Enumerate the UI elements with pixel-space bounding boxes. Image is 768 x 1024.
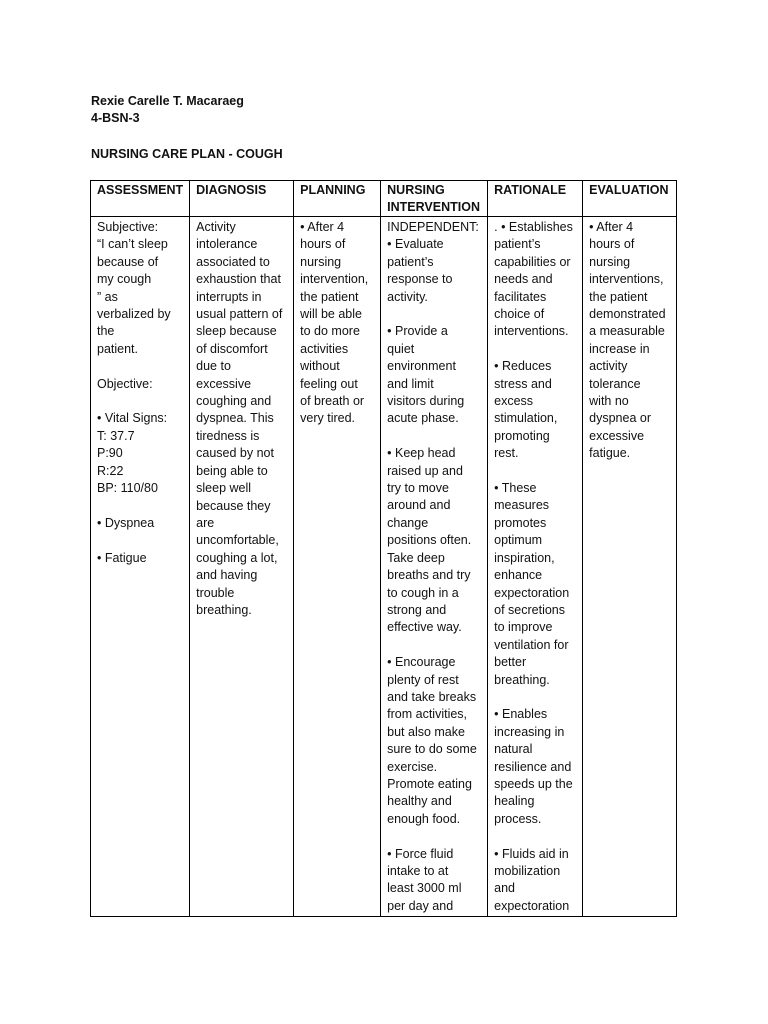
cell-line: tolerance [589, 376, 641, 391]
header-assessment: ASSESSMENT [91, 181, 190, 217]
blank-line [97, 358, 183, 375]
cell-line: interventions, [589, 272, 664, 287]
cell-line: needs and [494, 272, 553, 287]
cell-line: the patient [300, 289, 359, 304]
cell-line: • After 4 [589, 220, 634, 234]
cell-line: increasing in [494, 724, 565, 739]
cell-line: trouble [196, 585, 235, 600]
cell-line: from activities, [387, 707, 468, 722]
cell-line: least 3000 ml [387, 881, 462, 896]
cell-line: coughing and [196, 394, 272, 409]
cell-line: exercise. [387, 759, 438, 774]
cell-line: promotes [494, 515, 547, 530]
care-plan-title: NURSING CARE PLAN - COUGH [91, 147, 283, 161]
cell-line: INDEPENDENT: [387, 220, 479, 234]
cell-line: sleep well [196, 481, 252, 496]
cell-line: are [196, 515, 215, 530]
cell-line: coughing a lot, [196, 550, 278, 565]
cell-line: increase in [589, 341, 650, 356]
evaluation-cell [583, 217, 677, 917]
cell-line: speeds up the [494, 776, 573, 791]
cell-line: • Dyspnea [97, 515, 155, 530]
cell-line: to improve [494, 620, 553, 635]
cell-line: quiet [387, 341, 415, 356]
cell-line: verbalized by [97, 307, 171, 322]
blank-line [97, 393, 183, 410]
cell-line: response to [387, 272, 453, 287]
cell-line: Subjective: [97, 220, 159, 234]
cell-line: mobilization [494, 863, 561, 878]
cell-line: nursing [589, 254, 631, 269]
cell-line: very tired. [300, 411, 356, 426]
cell-line: excessive [589, 428, 645, 443]
planning-cell [294, 217, 381, 917]
blank-line [387, 428, 481, 445]
cell-line: to do more [300, 324, 360, 339]
cell-line: • These [494, 481, 537, 496]
cell-line: feeling out [300, 376, 358, 391]
cell-line: dyspnea or [589, 411, 651, 426]
cell-line: interventions. [494, 324, 569, 339]
cell-line: • Provide a [387, 324, 448, 339]
cell-line: a measurable [589, 324, 665, 339]
cell-line: optimum [494, 533, 543, 548]
cell-line: sure to do some [387, 742, 477, 757]
blank-line [494, 341, 576, 358]
cell-line: caused by not [196, 446, 274, 461]
cell-line: and take breaks [387, 689, 477, 704]
student-name: Rexie Carelle T. Macaraeg [91, 94, 244, 108]
cell-line: capabilities or [494, 254, 571, 269]
cell-line: excess [494, 394, 534, 409]
cell-line: • Keep head [387, 446, 456, 461]
cell-line: rest. [494, 446, 519, 461]
blank-line [97, 532, 183, 549]
header-nursing-intervention: NURSING INTERVENTION [381, 181, 488, 217]
cell-line: patient’s [387, 254, 434, 269]
cell-line: of secretions [494, 602, 566, 617]
cell-line: breaths and try [387, 568, 471, 583]
cell-line: Take deep [387, 550, 445, 565]
cell-line: of discomfort [196, 341, 268, 356]
cell-line: • Evaluate [387, 237, 444, 252]
cell-line: breathing. [494, 672, 550, 687]
cell-line: excessive [196, 376, 252, 391]
cell-line: uncomfortable, [196, 533, 279, 548]
cell-line: due to [196, 359, 231, 374]
table-header-row [91, 181, 677, 217]
header-diagnosis: DIAGNOSIS [190, 181, 294, 217]
cell-line: the patient [589, 289, 648, 304]
blank-line [387, 306, 481, 323]
cell-line: interrupts in [196, 289, 262, 304]
cell-line: sleep because [196, 324, 277, 339]
cell-line: try to move [387, 481, 449, 496]
cell-line: ” as [97, 289, 118, 304]
cell-line: hours of [300, 237, 346, 252]
cell-line: demonstrated [589, 307, 666, 322]
cell-line: the [97, 324, 115, 339]
cell-line: expectoration [494, 585, 570, 600]
cell-line: activities [300, 341, 349, 356]
cell-line: inspiration, [494, 550, 555, 565]
cell-line: enhance [494, 568, 543, 583]
cell-line: environment [387, 359, 456, 374]
cell-line: effective way. [387, 620, 462, 635]
assessment-cell [91, 217, 190, 917]
cell-line: and limit [387, 376, 434, 391]
cell-line: my cough [97, 272, 152, 287]
cell-line: positions often. [387, 533, 472, 548]
cell-line: healing [494, 794, 535, 809]
cell-line: BP: 110/80 [97, 481, 158, 496]
cell-line: and [494, 881, 515, 896]
cell-line: without [300, 359, 340, 374]
cell-line: Objective: [97, 376, 153, 391]
cell-line: acute phase. [387, 411, 459, 426]
blank-line [97, 497, 183, 514]
cell-line: exhaustion that [196, 272, 281, 287]
blank-line [494, 828, 576, 845]
cell-line: . • Establishes [494, 220, 573, 234]
cell-line: T: 37.7 [97, 428, 135, 443]
cell-line: per day and [387, 898, 454, 913]
cell-line: • Reduces [494, 359, 552, 374]
cell-line: to cough in a [387, 585, 459, 600]
cell-line: natural [494, 742, 533, 757]
cell-line: facilitates [494, 289, 547, 304]
cell-line: • Force fluid [387, 846, 454, 861]
cell-line: P:90 [97, 446, 123, 461]
cell-line: healthy and [387, 794, 452, 809]
cell-line: Promote eating [387, 776, 472, 791]
cell-line: expectoration [494, 898, 570, 913]
cell-line: raised up and [387, 463, 463, 478]
cell-line: because of [97, 254, 159, 269]
cell-line: intervention, [300, 272, 369, 287]
cell-line: intake to at [387, 863, 449, 878]
cell-line: R:22 [97, 463, 124, 478]
cell-line: associated to [196, 254, 270, 269]
cell-line: intolerance [196, 237, 258, 252]
cell-line: enough food. [387, 811, 461, 826]
cell-line: • Vital Signs: [97, 411, 168, 426]
blank-line [387, 828, 481, 845]
blank-line [387, 637, 481, 654]
cell-line: being able to [196, 463, 268, 478]
cell-line: • Fatigue [97, 550, 147, 565]
header-evaluation: EVALUATION [583, 181, 677, 217]
cell-line: process. [494, 811, 542, 826]
blank-line [494, 463, 576, 480]
cell-line: patient. [97, 341, 139, 356]
cell-line: • Fluids aid in [494, 846, 569, 861]
cell-line: usual pattern of [196, 307, 283, 322]
cell-line: dyspnea. This [196, 411, 274, 426]
cell-line: stress and [494, 376, 552, 391]
cell-line: nursing [300, 254, 342, 269]
cell-line: • Encourage [387, 655, 456, 670]
cell-line: choice of [494, 307, 545, 322]
cell-line: change [387, 515, 429, 530]
rationale-cell [488, 217, 583, 917]
cell-line: • Enables [494, 707, 548, 722]
cell-line: resilience and [494, 759, 572, 774]
student-section: 4-BSN-3 [91, 111, 140, 125]
cell-line: Activity [196, 220, 236, 234]
cell-line: fatigue. [589, 446, 631, 461]
cell-line: of breath or [300, 394, 365, 409]
cell-line: better [494, 655, 527, 670]
cell-line: patient’s [494, 237, 541, 252]
diagnosis-cell [190, 217, 294, 917]
cell-line: ventilation for [494, 637, 569, 652]
cell-line: will be able [300, 307, 362, 322]
cell-line: activity. [387, 289, 428, 304]
header-planning: PLANNING [294, 181, 381, 217]
cell-line: strong and [387, 602, 447, 617]
cell-line: activity [589, 359, 628, 374]
table-row [91, 217, 677, 917]
cell-line: around and [387, 498, 451, 513]
intervention-cell [381, 217, 488, 917]
cell-line: but also make [387, 724, 465, 739]
cell-line: and having [196, 568, 258, 583]
header-rationale: RATIONALE [488, 181, 583, 217]
cell-line: tiredness is [196, 428, 260, 443]
nursing-care-plan-table [90, 180, 677, 917]
cell-line: stimulation, [494, 411, 558, 426]
cell-line: “I can’t sleep [97, 237, 168, 252]
cell-line: with no [589, 394, 629, 409]
cell-line: hours of [589, 237, 635, 252]
cell-line: • After 4 [300, 220, 345, 234]
cell-line: visitors during [387, 394, 465, 409]
cell-line: promoting [494, 428, 550, 443]
cell-line: because they [196, 498, 271, 513]
cell-line: plenty of rest [387, 672, 459, 687]
blank-line [494, 689, 576, 706]
cell-line: measures [494, 498, 550, 513]
cell-line: breathing. [196, 602, 252, 617]
